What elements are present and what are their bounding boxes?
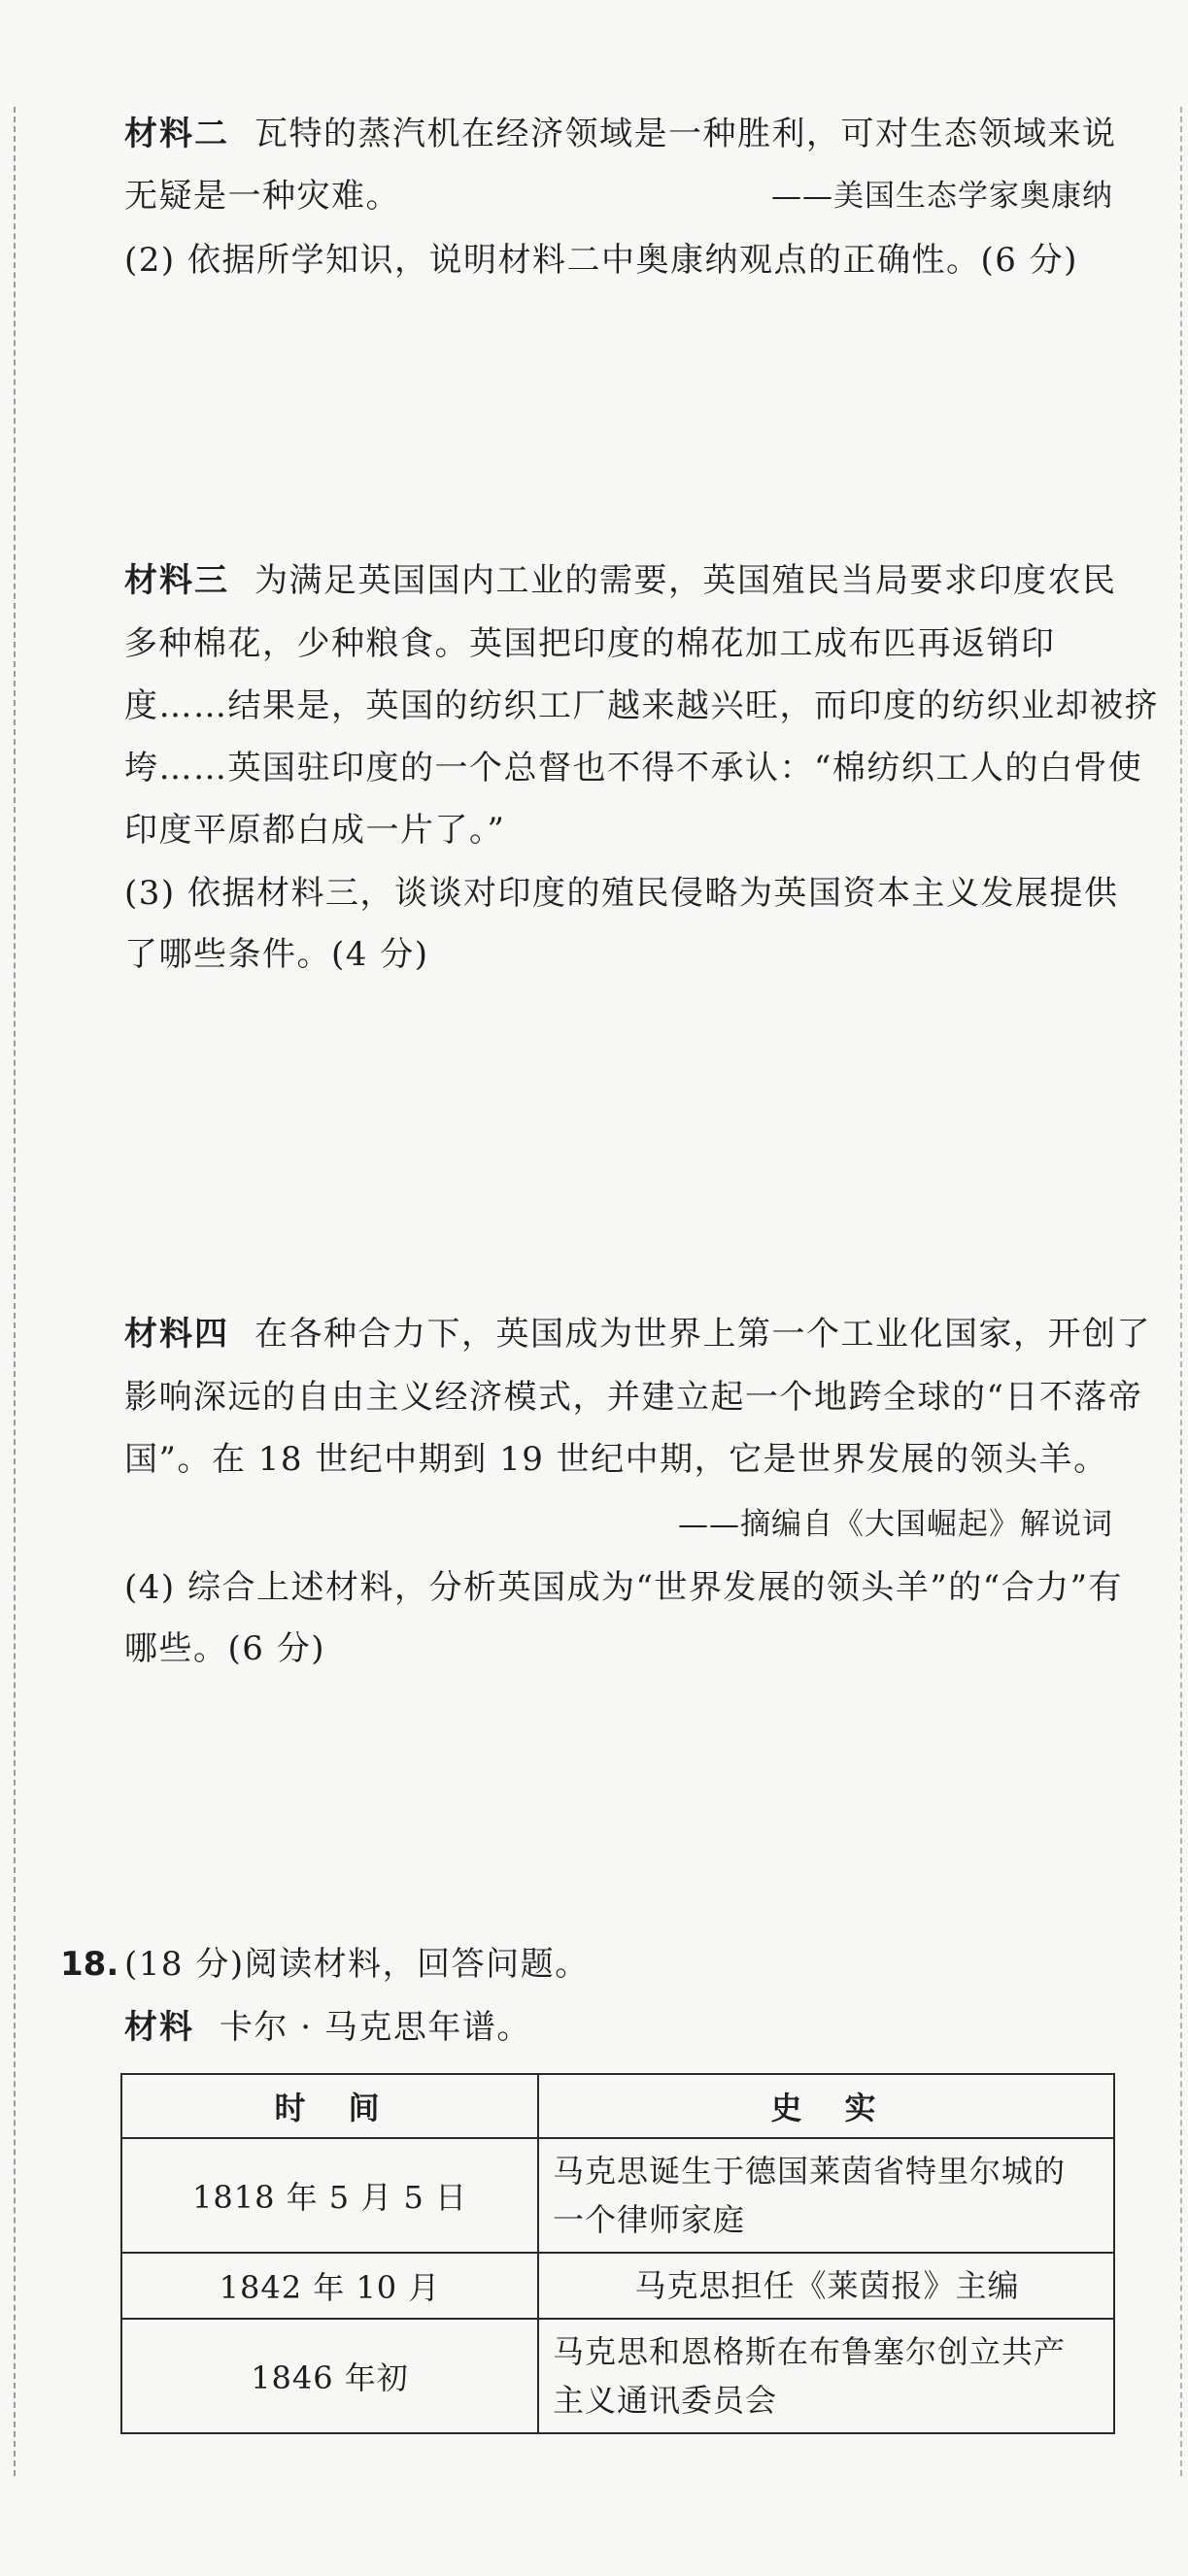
material4-label: 材料四	[124, 1315, 229, 1354]
material3-text1: 为满足英国国内工业的需要，英国殖民当局要求印度农民	[255, 561, 1117, 600]
material2-source: ——美国生态学家奥康纳	[771, 179, 1113, 214]
material4-line2: 影响深远的自由主义经济模式，并建立起一个地跨全球的“日不落帝	[124, 1378, 1143, 1417]
material3-line2: 多种棉花，少种粮食。英国把印度的棉花加工成布匹再返销印	[124, 624, 1056, 663]
row3-time: 1846 年初	[121, 2319, 538, 2433]
question-4-line1: (4) 综合上述材料，分析英国成为“世界发展的领头羊”的“合力”有	[124, 1568, 1123, 1607]
row3-fact	[538, 2319, 1114, 2433]
material4-text1: 在各种合力下，英国成为世界上第一个工业化国家，开创了	[255, 1315, 1151, 1354]
material4-line3: 国”。在 18 世纪中期到 19 世纪中期，它是世界发展的领头羊。	[124, 1440, 1108, 1479]
question-18-material	[124, 2008, 1115, 2047]
material2-label: 材料二	[124, 115, 229, 153]
table-row	[121, 2319, 1114, 2433]
table-row	[121, 2253, 1114, 2319]
row1-fact-line1: 马克思诞生于德国莱茵省特里尔城的	[553, 2153, 1067, 2190]
question-18-number: 18.	[60, 1945, 119, 1984]
row3-fact-line1: 马克思和恩格斯在布鲁塞尔创立共产	[553, 2333, 1067, 2370]
question-3-line2: 了哪些条件。(4 分)	[124, 935, 429, 974]
material2-text1: 瓦特的蒸汽机在经济领域是一种胜利，可对生态领域来说	[255, 115, 1117, 153]
row3-fact-line2: 主义通讯委员会	[553, 2382, 778, 2419]
material4-line1	[124, 1315, 1151, 1354]
row2-fact: 马克思担任《莱茵报》主编	[538, 2253, 1114, 2319]
material2-line2: 无疑是一种灾难。	[124, 177, 400, 216]
material3-line4: 垮……英国驻印度的一个总督也不得不承认：“棉纺织工人的白骨使	[124, 749, 1143, 787]
header-fact: 史 实	[538, 2074, 1114, 2138]
binding-line-left	[14, 107, 16, 2476]
question-18-material-label: 材料	[124, 2008, 194, 2047]
material3-line1	[124, 561, 1115, 600]
row1-time: 1818 年 5 月 5 日	[121, 2138, 538, 2253]
question-3-line1: (3) 依据材料三，谈谈对印度的殖民侵略为英国资本主义发展提供	[124, 874, 1119, 913]
material3-line5: 印度平原都白成一片了。”	[124, 811, 506, 850]
table-row	[121, 2138, 1114, 2253]
material4-source: ——摘编自《大国崛起》解说词	[678, 1507, 1113, 1542]
header-time: 时 间	[121, 2074, 538, 2138]
binding-line-right	[1180, 107, 1182, 2476]
row1-fact	[538, 2138, 1114, 2253]
question-4-line2: 哪些。(6 分)	[124, 1629, 325, 1668]
material3-label: 材料三	[124, 561, 229, 600]
question-2: (2) 依据所学知识，说明材料二中奥康纳观点的正确性。(6 分)	[124, 241, 1078, 280]
material2-line1	[124, 115, 1115, 153]
question-18-material-text: 卡尔 · 马克思年谱。	[220, 2008, 531, 2047]
marx-chronology-table	[120, 2073, 1115, 2434]
row2-time: 1842 年 10 月	[121, 2253, 538, 2319]
row1-fact-line2: 一个律师家庭	[553, 2201, 746, 2238]
material3-line3: 度……结果是，英国的纺织工厂越来越兴旺，而印度的纺织业却被挤	[124, 686, 1159, 725]
question-18-stem: (18 分)阅读材料，回答问题。	[124, 1945, 590, 1984]
table-header-row	[121, 2074, 1114, 2138]
